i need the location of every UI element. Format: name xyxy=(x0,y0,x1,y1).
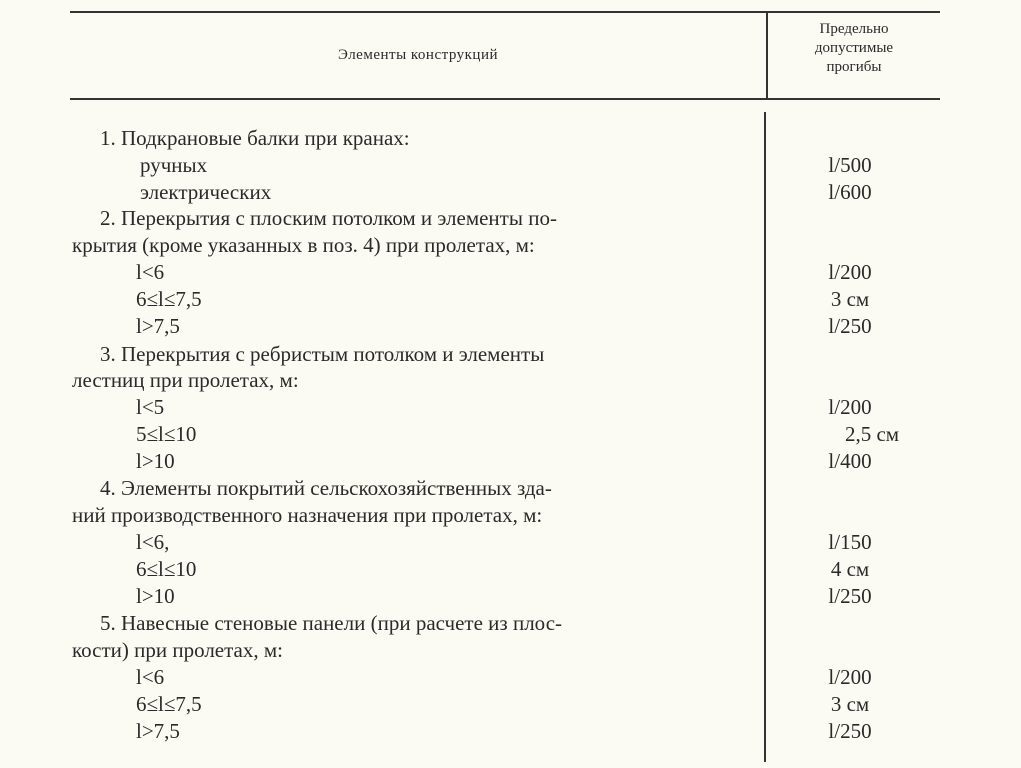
table-row xyxy=(0,529,1021,556)
table-row xyxy=(0,232,1021,259)
table-row xyxy=(0,313,1021,340)
row-value: 4 см xyxy=(830,557,870,581)
table-row xyxy=(0,367,1021,394)
table-row xyxy=(0,259,1021,286)
row-text: крытия (кроме указанных в поз. 4) при пролетах, м: xyxy=(72,233,535,257)
row-text: l<6 xyxy=(136,665,165,689)
header-deflections-line-3: прогибы xyxy=(826,59,882,75)
row-value: l/250 xyxy=(828,584,872,608)
row-text: l<6 xyxy=(136,260,165,284)
table-row xyxy=(0,125,1021,152)
row-value: l/200 xyxy=(828,260,872,284)
table-row xyxy=(0,179,1021,206)
table-row xyxy=(0,610,1021,637)
table-row xyxy=(0,152,1021,179)
row-value: l/150 xyxy=(828,530,872,554)
table-row xyxy=(0,691,1021,718)
table-row xyxy=(0,583,1021,610)
row-value: l/400 xyxy=(828,449,872,473)
table-row xyxy=(0,475,1021,502)
row-value: l/500 xyxy=(828,153,872,177)
row-value: l/250 xyxy=(828,314,872,338)
header-deflections-line-2: допустимые xyxy=(814,40,894,56)
table-row xyxy=(0,205,1021,232)
table-row xyxy=(0,718,1021,745)
row-value: 3 см xyxy=(830,692,870,716)
table-row xyxy=(0,448,1021,475)
table-row xyxy=(0,556,1021,583)
table-row xyxy=(0,286,1021,313)
table-row xyxy=(0,421,1021,448)
row-text: ручных xyxy=(140,153,208,177)
row-text: 6≤l≤10 xyxy=(136,557,197,581)
header-elements-label: Элементы конструкций xyxy=(337,47,499,63)
row-value: l/200 xyxy=(828,665,872,689)
table-row xyxy=(0,502,1021,529)
row-text: электрических xyxy=(140,180,272,204)
table-row xyxy=(0,637,1021,664)
row-text: l>10 xyxy=(136,584,175,608)
row-text: 5. Навесные стеновые панели (при расчете из плос- xyxy=(100,611,563,635)
row-value: l/200 xyxy=(828,395,872,419)
row-value: l/600 xyxy=(828,180,872,204)
row-text: лестниц при пролетах, м: xyxy=(72,368,299,392)
row-value: l/250 xyxy=(828,719,872,743)
row-text: l>7,5 xyxy=(136,719,180,743)
table-row xyxy=(0,664,1021,691)
row-text: 2. Перекрытия с плоским потолком и элементы по- xyxy=(100,206,557,230)
header-deflections-line-1: Предельно xyxy=(819,21,889,37)
row-value: 2,5 см xyxy=(844,422,900,446)
row-text: l<6, xyxy=(136,530,170,554)
row-text: l>10 xyxy=(136,449,175,473)
row-text: 6≤l≤7,5 xyxy=(136,692,202,716)
row-text: 6≤l≤7,5 xyxy=(136,287,202,311)
row-text: 3. Перекрытия с ребристым потолком и элементы xyxy=(100,342,545,366)
row-text: кости) при пролетах, м: xyxy=(72,638,284,662)
row-text: l<5 xyxy=(136,395,165,419)
row-text: 5≤l≤10 xyxy=(136,422,197,446)
row-value: 3 см xyxy=(830,287,870,311)
row-text: l>7,5 xyxy=(136,314,180,338)
row-text: 1. Подкрановые балки при кранах: xyxy=(100,126,410,150)
row-text: ний производственного назначения при пролетах, м: xyxy=(72,503,543,527)
table-row xyxy=(0,394,1021,421)
table-row xyxy=(0,341,1021,368)
row-text: 4. Элементы покрытий сельскохозяйственных зда- xyxy=(100,476,552,500)
